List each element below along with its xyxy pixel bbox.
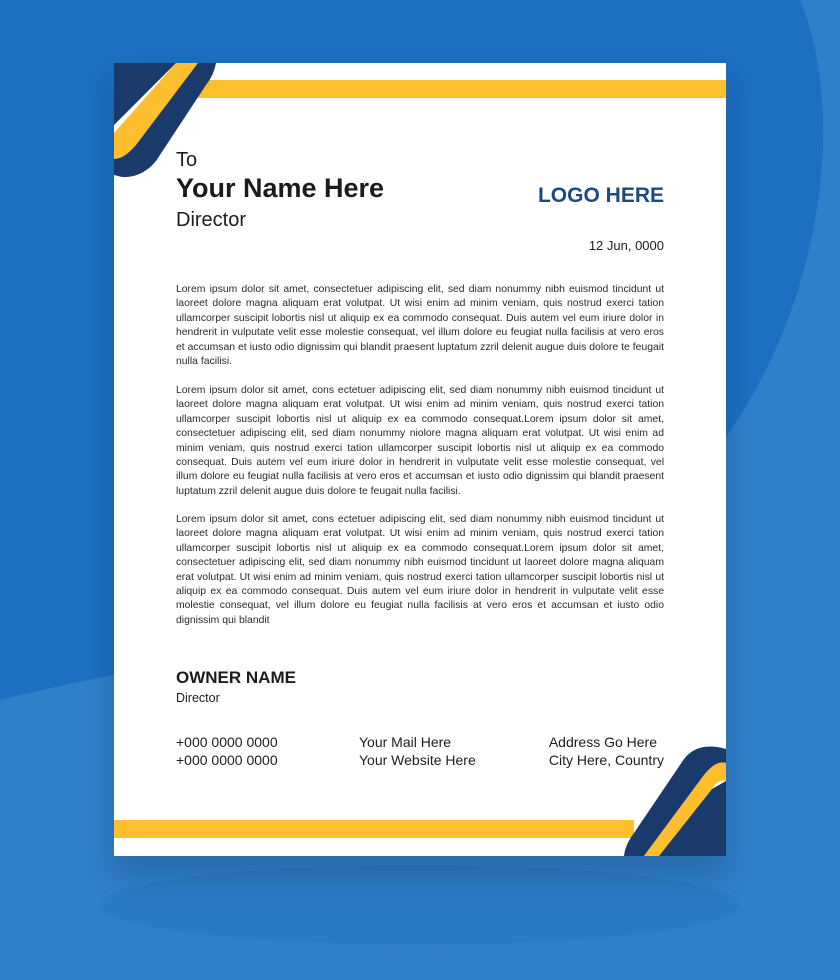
address-line-2: City Here, Country bbox=[548, 751, 664, 768]
body-paragraph-2: Lorem ipsum dolor sit amet, cons ectetuer adipiscing elit, sed diam nonummy nibh euismod tincidunt ut laoreet dolore magna aliquam erat volutpat. Ut wisi enim ad minim veniam, quis nostrud exerci tation ullamcorper suscipit lobortis nisl ut aliquip ex ea commodo consequat.Lorem ipsum dolor sit amet, consectetuer adipiscing elit, sed diam nonummy niolore magna aliquam erat volutpat. Ut wisi enim ad minim veniam, quis nostrud exerci tation ullamcorper suscipit lobortis nisl ut aliquip ex ea commodo consequat. Duis autem vel eum iriure dolor in hendrerit in vulputate velit esse molestie consequat, vel illum dolore eu feugiat nulla facilisis at vero eros et accumsan et iusto odio dignissim qui blandit praesent luptatum zzril delenit augue duis dolore te feugait nulla facilisi. bbox=[176, 385, 664, 497]
owner-name: OWNER NAME bbox=[176, 668, 296, 687]
top-accent-bar bbox=[174, 80, 726, 98]
letterhead-page bbox=[114, 63, 726, 856]
footer-phones bbox=[176, 734, 278, 769]
body-paragraph-1: Lorem ipsum dolor sit amet, consectetuer adipiscing elit, sed diam nonummy nibh euismod tincidunt ut laoreet dolore magna aliquam erat volutpat. Ut wisi enim ad minim veniam, quis nostrud exerci tation ullamcorper suscipit lobortis nisl ut aliquip ex ea commodo consequat. Duis autem vel eum iriure dolor in hendrerit in vulputate velit esse molestie consequat, vel illum dolore eu feugiat nulla facilisis at vero eros et accumsan et iusto odio dignissim qui blandit praesent luptatum zzril delenit augue duis dolore te feugait nulla facilisi. bbox=[176, 284, 664, 368]
recipient-title: Director bbox=[176, 209, 247, 231]
footer-mail: Your Mail Here bbox=[359, 734, 452, 750]
bottom-accent-bar bbox=[114, 820, 634, 838]
recipient-name: Your Name Here bbox=[176, 173, 385, 203]
address-line-1: Address Go Here bbox=[548, 734, 658, 750]
footer-address bbox=[549, 734, 664, 769]
footer-website: Your Website Here bbox=[359, 751, 476, 768]
footer-web bbox=[359, 734, 476, 769]
phone-number-2: +000 0000 0000 bbox=[176, 751, 278, 768]
recipient-to-label: To bbox=[176, 149, 198, 171]
phone-number-1: +000 0000 0000 bbox=[176, 734, 278, 750]
letter-date: 12 Jun, 0000 bbox=[588, 238, 664, 253]
owner-title: Director bbox=[176, 691, 220, 705]
body-paragraph-3: Lorem ipsum dolor sit amet, cons ectetuer adipiscing elit, sed diam nonummy nibh euismod tincidunt ut laoreet dolore magna aliquam erat volutpat. Ut wisi enim ad minim veniam, quis nostrud exerci tation ullamcorper suscipit lobortis nisl ut aliquip ex ea commodo consequat.Lorem ipsum dolor sit amet, consectetuer adipiscing elit, sed diam nonummy nibh euismod tincidunt ut laoreet dolore magna aliquam erat volutpat. Ut wisi enim ad minim veniam, quis nostrud exerci tation ullamcorper suscipit lobortis nisl ut aliquip ex ea commodo consequat. Duis autem vel eum iriure dolor in hendrerit in vulputate velit esse molestie consequat, vel illum dolore eu feugiat nulla facilisis at vero eros et accumsan et iusto odio dignissim qui blandit bbox=[176, 514, 664, 626]
logo-placeholder: LOGO HERE bbox=[537, 184, 664, 207]
